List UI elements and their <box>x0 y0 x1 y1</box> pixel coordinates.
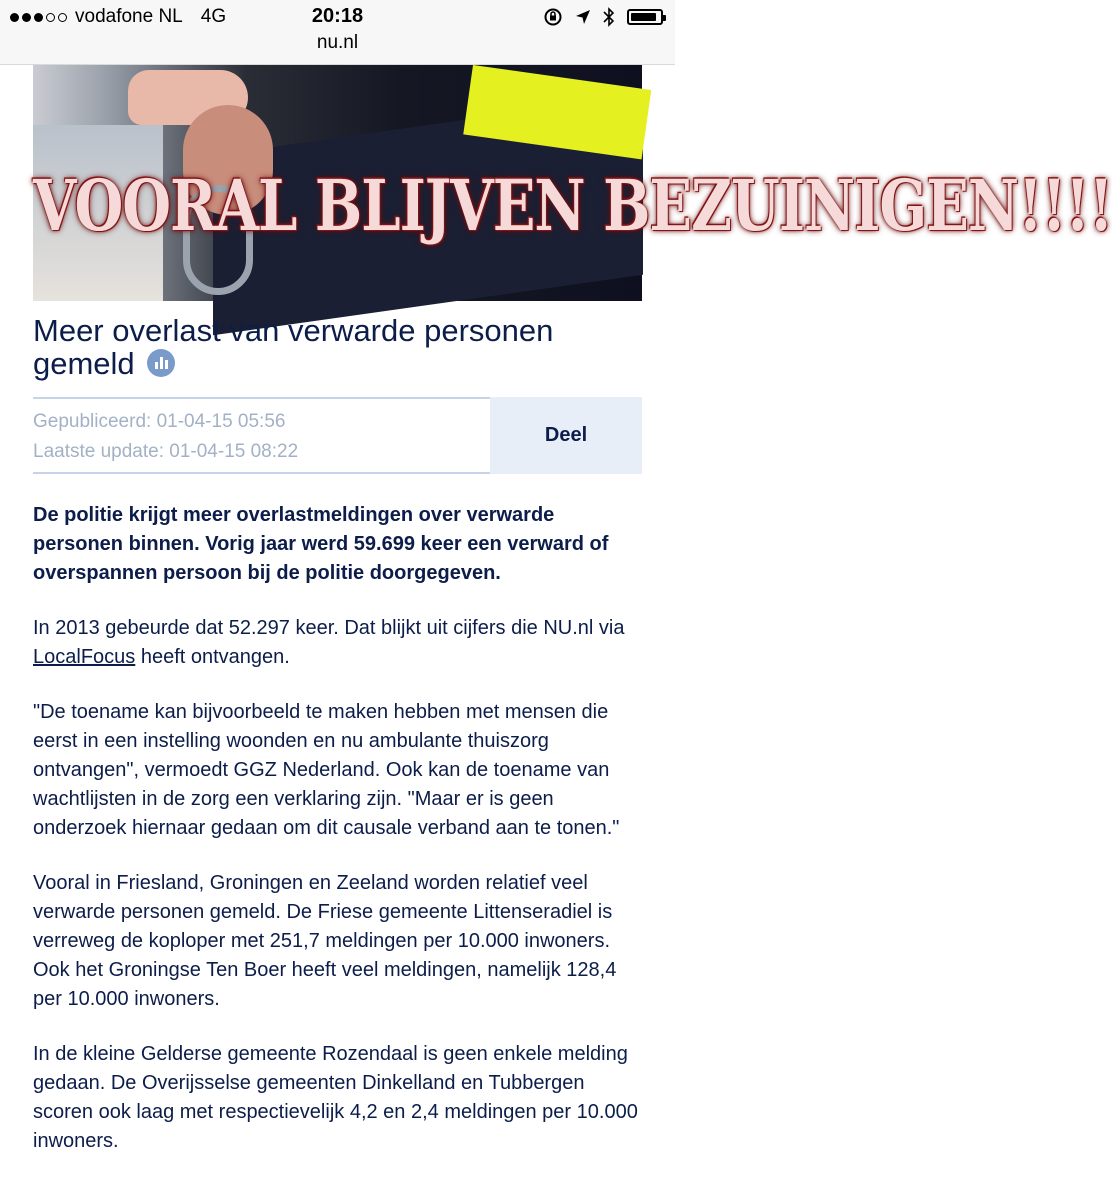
article-title-text: Meer overlast van verwarde personen gemeld <box>33 313 554 381</box>
share-button[interactable]: Deel <box>490 397 642 474</box>
paragraph-text: In 2013 gebeurde dat 52.297 keer. Dat blijkt uit cijfers die NU.nl via <box>33 617 625 639</box>
article-paragraph: In de kleine Gelderse gemeente Rozendaal is geen enkele melding gedaan. De Overijsselse gemeenten Dinkelland en Tubbergen scoren ook laag met respectievelijk 4,2 en 2,4 meldingen per 10.000 inwoners. <box>33 1043 638 1152</box>
rotation-lock-icon <box>543 7 563 27</box>
carrier-name: vodafone NL <box>75 6 183 27</box>
article-paragraph <box>33 614 645 672</box>
battery-level <box>631 13 656 21</box>
article-title <box>33 314 633 380</box>
article-body <box>33 501 645 1182</box>
clock: 20:18 <box>311 5 364 27</box>
paragraph-text: heeft ontvangen. <box>135 646 290 668</box>
location-arrow-icon <box>575 9 591 25</box>
bluetooth-icon <box>603 7 615 27</box>
article-lead: De politie krijgt meer overlastmeldingen over verwarde personen binnen. Vorig jaar werd 59.699 keer een verward of overspannen persoon bij de politie doorgegeven. <box>33 504 609 584</box>
article-paragraph: "De toename kan bijvoorbeeld te maken hebben met mensen die eerst in een instelling woonden en nu ambulante thuiszorg ontvangen", vermoedt GGZ Nederland. Ook kan de toename van wachtlijsten in de zorg een verklaring zijn. "Maar er is geen onderzoek hiernaar gedaan om dit causale verband aan te tonen." <box>33 701 620 839</box>
updated-date: Laatste update: 01-04-15 08:22 <box>33 441 299 462</box>
hero-image <box>33 65 1112 301</box>
network-type: 4G <box>200 6 227 27</box>
address-bar-url[interactable]: nu.nl <box>316 32 359 53</box>
bar-chart-icon[interactable] <box>147 349 175 377</box>
published-date: Gepubliceerd: 01-04-15 05:56 <box>33 411 286 432</box>
status-right <box>543 6 663 28</box>
article-meta <box>33 397 490 474</box>
article-paragraph: Vooral in Friesland, Groningen en Zeeland worden relatief veel verwarde personen gemeld. De Friese gemeente Littenseradiel is verreweg de koploper met 251,7 meldingen per 10.000 inwoners. Ook het Groningse Ten Boer heeft veel meldingen, namelijk 128,4 per 10.000 inwoners. <box>33 872 617 1010</box>
localfocus-link[interactable]: LocalFocus <box>33 646 136 668</box>
hero-overlay-text: VOORAL BLIJVEN BEZUINIGEN!!!! <box>33 164 1112 248</box>
battery-icon <box>627 9 663 25</box>
status-bar <box>0 0 675 65</box>
